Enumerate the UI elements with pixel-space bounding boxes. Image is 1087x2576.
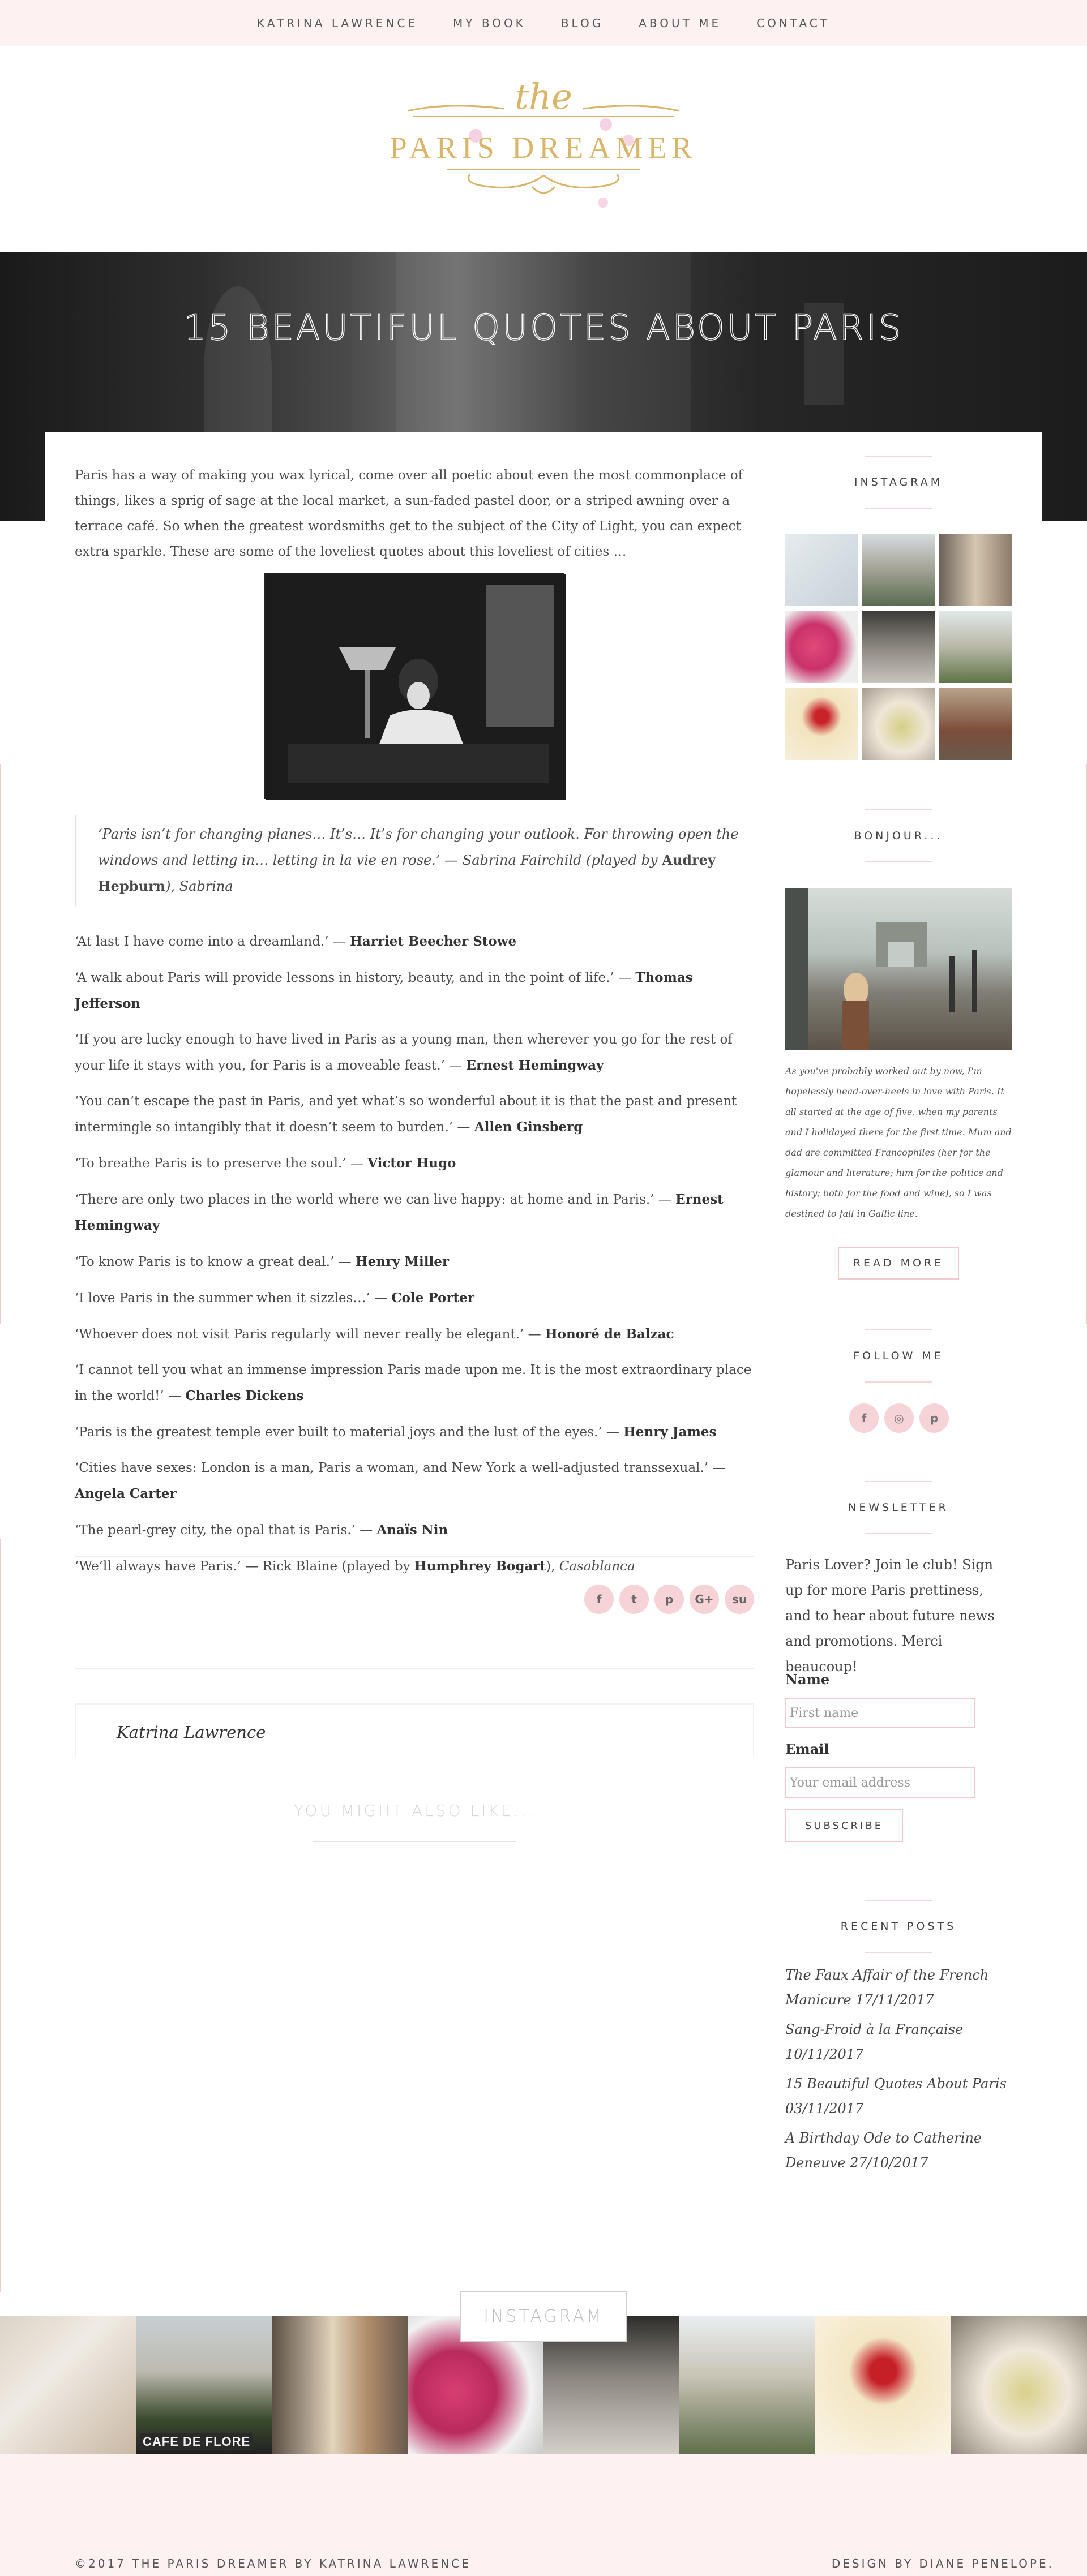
instagram-follow-icon[interactable]: ◎ <box>884 1403 914 1433</box>
newsletter-text: Paris Lover? Join le club! Sign up for more Paris prettiness, and to hear about future news and promotions. Merci beaucoup! <box>785 1557 995 1675</box>
facebook-share-icon[interactable]: f <box>584 1585 614 1614</box>
quote-13: ‘The pearl-grey city, the opal that is Paris.’ — Anaïs Nin <box>75 1522 448 1538</box>
post-title: 15 BEAUTIFUL QUOTES ABOUT PARIS <box>183 307 904 348</box>
follow-icons <box>849 1403 949 1433</box>
logo-the: the <box>515 76 572 117</box>
instagram-strip-label[interactable]: INSTAGRAM <box>460 2291 627 2342</box>
nav-blog[interactable]: BLOG <box>560 16 604 30</box>
name-label: Name <box>785 1671 830 1688</box>
quote-9: ‘Whoever does not visit Paris regularly will never really be elegant.’ — Honoré de Balzac <box>75 1326 674 1342</box>
pull-quote <box>75 815 754 906</box>
also-like-heading: YOU MIGHT ALSO LIKE... <box>293 1801 536 1820</box>
quote-3: ‘If you are lucky enough to have lived in Paris as a young man, then wherever you go for the rest of your life it stays with you, for Paris is a moveable feast.’ — Ernest Hemingway <box>75 1032 733 1073</box>
site-logo[interactable] <box>362 68 725 215</box>
insta-thumb-6[interactable] <box>939 611 1012 683</box>
instagram-widget-title: INSTAGRAM <box>785 476 1012 488</box>
feature-image <box>264 573 564 799</box>
pull-quote-text: ‘Paris isn’t for changing planes… It’s… It’s for changing your outlook. For throwing open the windows and letting in… letting in la vie en rose.’ — Sabrina Fairchild (played by <box>98 826 739 868</box>
instagram-grid <box>785 534 1012 760</box>
footer-design-credit[interactable]: DESIGN BY DIANE PENELOPE. <box>831 2557 1054 2570</box>
quote-7: ‘To know Paris is to know a great deal.’ — Henry Miller <box>75 1254 449 1269</box>
first-name-input[interactable]: First name <box>785 1698 975 1728</box>
recent-post-1[interactable]: The Faux Affair of the French Manicure 17/11/2017 <box>785 1967 989 2008</box>
insta-thumb-5[interactable] <box>862 611 935 683</box>
quote-6: ‘There are only two places in the world where we can live happy: at home and in Paris.’ — Ernest Hemingway <box>75 1192 724 1233</box>
twitter-share-icon[interactable]: t <box>619 1585 649 1614</box>
quote-14: ‘We’ll always have Paris.’ — Rick Blaine (played by Humphrey Bogart), Casablanca <box>75 1559 635 1574</box>
author-box <box>75 1703 754 1757</box>
top-nav <box>0 0 1087 46</box>
footer-copyright: ©2017 THE PARIS DREAMER BY KATRINA LAWRENCE <box>75 2557 471 2570</box>
recent-posts-widget-title: RECENT POSTS <box>785 1920 1012 1933</box>
bonjour-image-scene <box>785 888 1012 1050</box>
share-buttons <box>75 1585 754 1614</box>
quote-11: ‘Paris is the greatest temple ever built to material joys and the lust of the eyes.’ — Henry James <box>75 1424 717 1440</box>
pinterest-follow-icon[interactable]: p <box>919 1403 949 1433</box>
insta-thumb-7[interactable] <box>785 688 858 760</box>
nav-my-book[interactable]: MY BOOK <box>453 16 526 30</box>
recent-post-4[interactable]: A Birthday Ode to Catherine Deneuve 27/10/2017 <box>785 2130 982 2171</box>
quote-8: ‘I love Paris in the summer when it sizzles…’ — Cole Porter <box>75 1290 474 1306</box>
recent-post-3[interactable]: 15 Beautiful Quotes About Paris 03/11/2017 <box>785 2076 1007 2116</box>
nav-about-me[interactable]: ABOUT ME <box>639 16 722 30</box>
recent-post-2[interactable]: Sang-Froid à la Française 10/11/2017 <box>785 2021 964 2062</box>
bonjour-widget-title: BONJOUR... <box>785 830 1012 842</box>
side-line-left-lower <box>0 1539 1 2292</box>
strip-photo-8[interactable] <box>951 2316 1087 2454</box>
quote-2: ‘A walk about Paris will provide lessons in history, beauty, and in the point of life.’ — Thomas Jefferson <box>75 970 693 1011</box>
quote-5: ‘To breathe Paris is to preserve the soul.’ — Victor Hugo <box>75 1156 456 1171</box>
insta-thumb-4[interactable] <box>785 611 858 683</box>
quote-4: ‘You can’t escape the past in Paris, and yet what’s so wonderful about it is that the past and present intermingle so intangibly that it doesn’t seem to burden.’ — Allen Ginsberg <box>75 1094 737 1135</box>
insta-thumb-9[interactable] <box>939 688 1012 760</box>
strip-photo-2[interactable] <box>136 2316 272 2454</box>
pull-quote-actor: Audrey Hepburn <box>98 852 716 894</box>
subscribe-button[interactable]: SUBSCRIBE <box>785 1809 903 1842</box>
read-more-button[interactable]: READ MORE <box>838 1247 959 1280</box>
follow-widget-title: FOLLOW ME <box>785 1350 1012 1362</box>
content-card <box>45 432 1042 2294</box>
email-input[interactable]: Your email address <box>785 1767 975 1798</box>
google-plus-share-icon[interactable]: G+ <box>690 1585 719 1614</box>
feature-image-scene <box>266 574 566 800</box>
share-divider-top <box>75 1556 754 1557</box>
stumbleupon-share-icon[interactable]: su <box>725 1585 754 1614</box>
bonjour-text: As you've probably worked out by now, I'm hopelessly head-over-heels in love with Paris. It all started at the age of five, when my parents and I holidayed there for the first time. Mum and dad are committed Francophiles (her for the glamour and literature; him for the politics and history; both for the food and wine), so I was destined to fall in Gallic line. <box>785 1066 1012 1219</box>
share-divider-bottom <box>75 1668 754 1669</box>
recent-posts-list <box>785 1963 1012 2180</box>
pull-quote-film: ), Sabrina <box>165 878 233 894</box>
post-intro: Paris has a way of making you wax lyrical, come over all poetic about even the most commonplace of things, likes a sprig of sage at the local market, a sun-faded pastel door, or a striped awning over a terrace café. So when the greatest wordsmiths get to the subject of the City of Light, you can expect extra sparkle. These are some of the loveliest quotes about this loveliest of cities … <box>75 468 743 559</box>
side-line-left <box>0 764 1 1324</box>
bonjour-image <box>785 888 1012 1050</box>
nav-contact[interactable]: CONTACT <box>756 16 830 30</box>
author-name[interactable]: Katrina Lawrence <box>117 1723 266 1742</box>
quote-10: ‘I cannot tell you what an immense impression Paris made upon me. It is the most extraordinary place in the world!’ — Charles Dickens <box>75 1363 752 1403</box>
quote-12: ‘Cities have sexes: London is a man, Paris a woman, and New York a well-adjusted transsexual.’ — Angela Carter <box>75 1461 726 1501</box>
facebook-follow-icon[interactable]: f <box>849 1403 879 1433</box>
strip-photo-1[interactable] <box>0 2316 136 2454</box>
insta-thumb-1[interactable] <box>785 534 858 606</box>
also-like-rule <box>313 1841 516 1842</box>
post-body <box>75 463 754 1590</box>
pinterest-share-icon[interactable]: p <box>654 1585 684 1614</box>
insta-thumb-8[interactable] <box>862 688 935 760</box>
nav-katrina-lawrence[interactable]: KATRINA LAWRENCE <box>257 16 418 30</box>
insta-thumb-2[interactable] <box>862 534 935 606</box>
cafe-de-flore-sign: CAFE DE FLORE <box>140 2433 253 2450</box>
footer <box>0 2454 1087 2576</box>
strip-photo-3[interactable] <box>272 2316 408 2454</box>
email-label: Email <box>785 1741 829 1757</box>
insta-thumb-3[interactable] <box>939 534 1012 606</box>
quote-1: ‘At last I have come into a dreamland.’ — Harriet Beecher Stowe <box>75 934 517 949</box>
strip-photo-6[interactable] <box>679 2316 815 2454</box>
logo-title: PARIS DREAMER <box>390 131 697 165</box>
strip-photo-7[interactable] <box>815 2316 951 2454</box>
newsletter-widget-title: NEWSLETTER <box>785 1501 1012 1514</box>
